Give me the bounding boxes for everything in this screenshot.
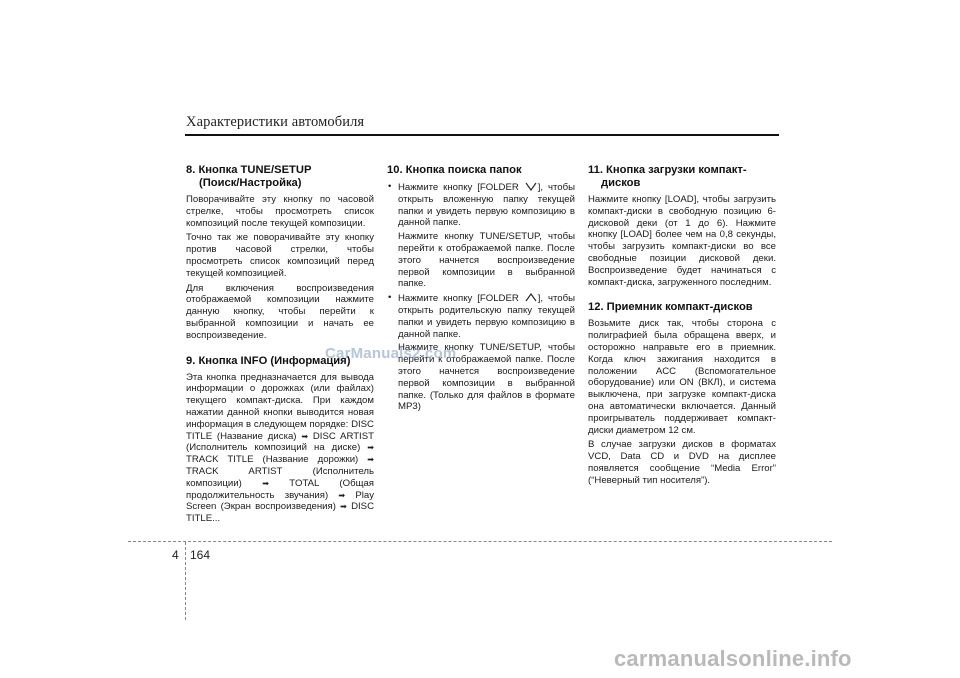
page-number: 164 — [190, 548, 211, 562]
section-8-paragraph-1: Поворачивайте эту кнопку по часовой стрелке, чтобы просмотреть список композиций после текущей композиции. — [186, 194, 374, 229]
chevron-up-icon — [524, 292, 538, 303]
chevron-down-icon — [524, 181, 538, 192]
section-12-heading: 12. Приемник компакт-дисков — [588, 301, 753, 314]
watermark-carmanuals2: CarManuals2.com — [325, 345, 457, 362]
section-9-seg-2: DISC ARTIST (Исполнитель композиций на диске) — [186, 430, 374, 454]
section-10-heading: 10. Кнопка поиска папок — [387, 164, 522, 176]
bullet-1-continuation: Нажмите кнопку TUNE/SETUP, чтобы перейти к отображаемой папке. После этого начнется воспроизведение первой композиции в выбранной папке. — [398, 231, 575, 290]
section-11-title-line1: 11. Кнопка загрузки компакт- — [588, 164, 747, 176]
section-9-seg-1: Эта кнопка предназначается для вывода информации о дорожках (или файлах) текущего компакт-диска. При каждом нажатии данной кнопки выводится новая информация в следующем порядке: DISC TITLE (Название диска) — [186, 371, 374, 442]
section-8-paragraph-2: Точно так же поворачивайте эту кнопку против часовой стрелки, чтобы просмотреть список композиций перед текущей композицией. — [186, 232, 374, 279]
chapter-number: 4 — [172, 548, 179, 562]
arrow-right-icon: ➡ — [262, 478, 269, 488]
section-9-heading: 9. Кнопка INFO (Информация) — [186, 354, 351, 367]
section-8-title-line2: (Поиск/Настройка) — [199, 177, 302, 189]
section-8-heading — [186, 164, 374, 190]
footer-rule — [128, 541, 832, 542]
bullet-folder-down — [387, 181, 575, 229]
bullet-2-continuation: Нажмите кнопку TUNE/SETUP, чтобы перейти к отображаемой папке. После этого начнется воспроизведение первой композиции в выбранной папке. (Только для файлов в формате MP3) — [398, 342, 575, 413]
section-9-seg-5: TOTAL (Общая продолжительность звучания) — [186, 477, 375, 501]
bullet-1-pre: Нажмите кнопку [FOLDER — [398, 182, 519, 193]
header-title: Характеристики автомобиля — [186, 114, 365, 130]
section-11-paragraph: Нажмите кнопку [LOAD], чтобы загрузить компакт-диски в свободную позицию 6-дисковой деки (от 1 до 6). Нажмите кнопку [LOAD] более чем на 0,8 секунды, чтобы загрузить компакт-диски во все свободные позиции дисковой деки. Воспроизведение будет начинаться с компакт-диска, загруженного последним. — [588, 194, 776, 288]
arrow-right-icon: ➡ — [367, 455, 374, 465]
arrow-right-icon: ➡ — [340, 502, 347, 512]
column-middle — [387, 164, 575, 415]
section-9-seg-7: DISC TITLE... — [186, 501, 374, 525]
bullet-1-post: ], чтобы открыть вложенную папку текущей папки и увидеть первую композицию в данной папке. — [398, 182, 575, 229]
footer-vertical-rule — [185, 542, 186, 620]
arrow-right-icon: ➡ — [367, 443, 374, 453]
section-11-heading — [588, 164, 776, 190]
arrow-right-icon: ➡ — [338, 490, 346, 500]
bullet-icon: • — [388, 181, 392, 192]
arrow-right-icon: ➡ — [301, 431, 309, 441]
watermark-carmanualsonline: carmanualsonline.info — [614, 646, 852, 671]
section-9-seg-3: TRACK TITLE (Название дорожки) — [186, 454, 359, 466]
section-11-title-line2: дисков — [601, 177, 641, 189]
bullet-2-pre: Нажмите кнопку [FOLDER — [398, 293, 519, 305]
section-9-seg-6: Play Screen (Экран воспроизведения) — [186, 489, 375, 513]
header-rule — [185, 134, 779, 136]
section-12-paragraph-2: В случае загрузки дисков в форматах VCD, Data CD и DVD на дисплее появляется сообщение “Media Error” (“Неверный тип носителя”). — [588, 439, 776, 486]
bullet-icon: • — [388, 292, 392, 304]
section-9-seg-4: TRACK ARTIST (Исполнитель композиции) — [186, 465, 374, 489]
section-8-title-line1: 8. Кнопка TUNE/SETUP — [186, 164, 312, 176]
section-8-paragraph-3: Для включения воспроизведения отображаемой композиции нажмите данную кнопку, чтобы перейти к выбранной композиции и начать ее воспроизведение. — [186, 282, 374, 341]
section-12-paragraph-1: Возьмите диск так, чтобы сторона с полиграфией была обращена вверх, и осторожно направьте его в приемник. Когда ключ зажигания находится в положении ACC (Вспомогательное оборудование) или ON (ВКЛ), и система выключена, при загрузке компакт-диска она автоматически включается. Данный проигрыватель поддерживает компакт-диски диаметром 12 см. — [588, 318, 776, 436]
section-9-paragraph — [186, 372, 374, 525]
column-right — [588, 164, 776, 490]
bullet-2-post: ], чтобы открыть родительскую папку текущей папки и увидеть первую композицию в данной папке. — [398, 293, 575, 340]
bullet-folder-up — [387, 292, 575, 340]
